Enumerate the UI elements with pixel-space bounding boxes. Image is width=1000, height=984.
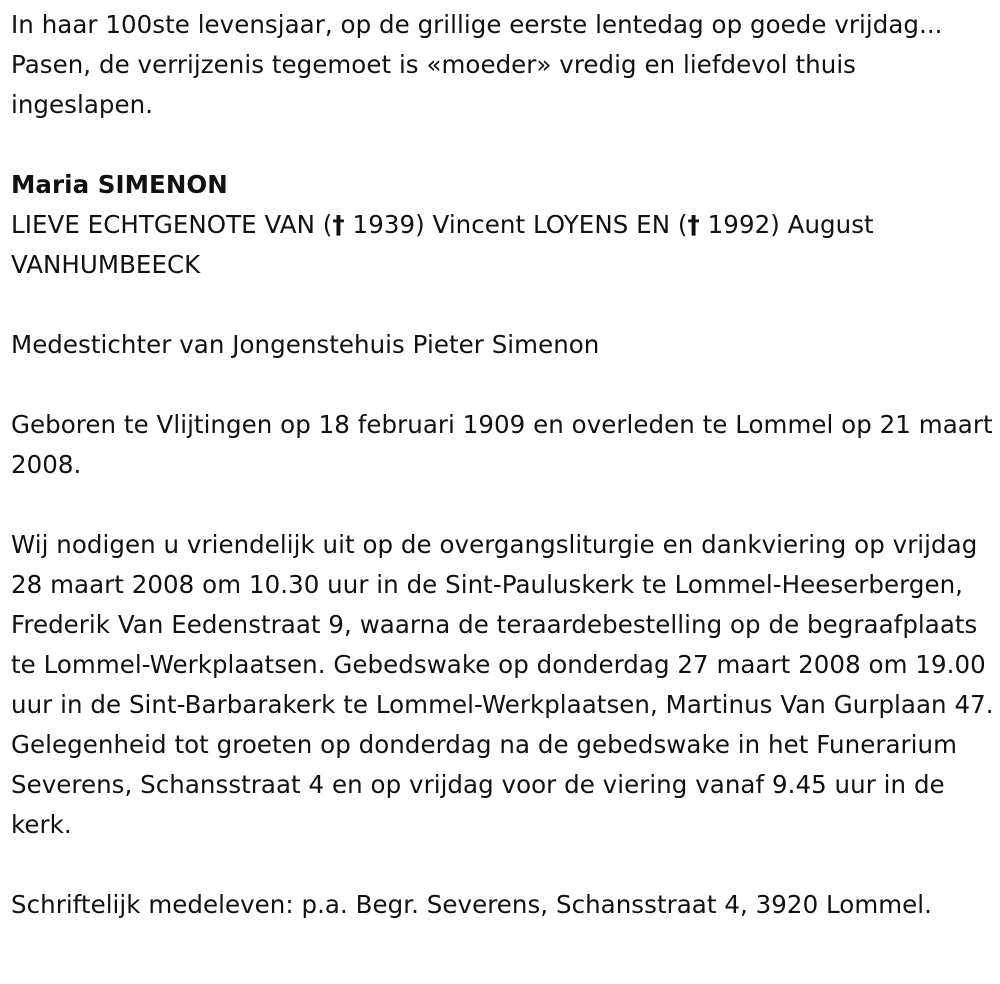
spouses-year-first: 1939) Vincent LOYENS EN ( (344, 210, 688, 239)
obituary-notice (11, 5, 995, 925)
intro-paragraph: In haar 100ste levensjaar, op de grillige eerste lentedag op goede vrijdag... Pasen, de verrijzenis tegemoet is «moeder» vredig en liefdevol thuis ingeslapen. (11, 10, 943, 119)
founder-paragraph: Medestichter van Jongenstehuis Pieter Simenon (11, 330, 600, 359)
cross-icon: † (687, 210, 700, 239)
ceremony-paragraph: Wij nodigen u vriendelijk uit op de overgangsliturgie en dankviering op vrijdag 28 maart 2008 om 10.30 uur in de Sint-Pauluskerk te Lommel-Heeserbergen, Frederik Van Eedenstraat 9, waarna de teraardebestelling op de begraafplaats te Lommel-Werkplaatsen. Gebedswake op donderdag 27 maart 2008 om 19.00 uur in de Sint-Barbarakerk te Lommel-Werkplaatsen, Martinus Van Gurplaan 47. Gelegenheid tot groeten op donderdag na de gebedswake in het Funerarium Severens, Schansstraat 4 en op vrijdag voor de viering vanaf 9.45 uur in de kerk. (11, 530, 994, 839)
deceased-name: Maria SIMENON (11, 170, 228, 199)
birth-death-paragraph: Geboren te Vlijtingen op 18 februari 1909 en overleden te Lommel op 21 maart 2008. (11, 410, 993, 479)
cross-icon: † (332, 210, 345, 239)
condolences-paragraph: Schriftelijk medeleven: p.a. Begr. Severens, Schansstraat 4, 3920 Lommel. (11, 890, 932, 919)
spouses-line (11, 205, 995, 285)
spouses-prefix: LIEVE ECHTGENOTE VAN ( (11, 210, 333, 239)
spouses-rest: 1992) August VANHUMBEECK (11, 210, 874, 279)
